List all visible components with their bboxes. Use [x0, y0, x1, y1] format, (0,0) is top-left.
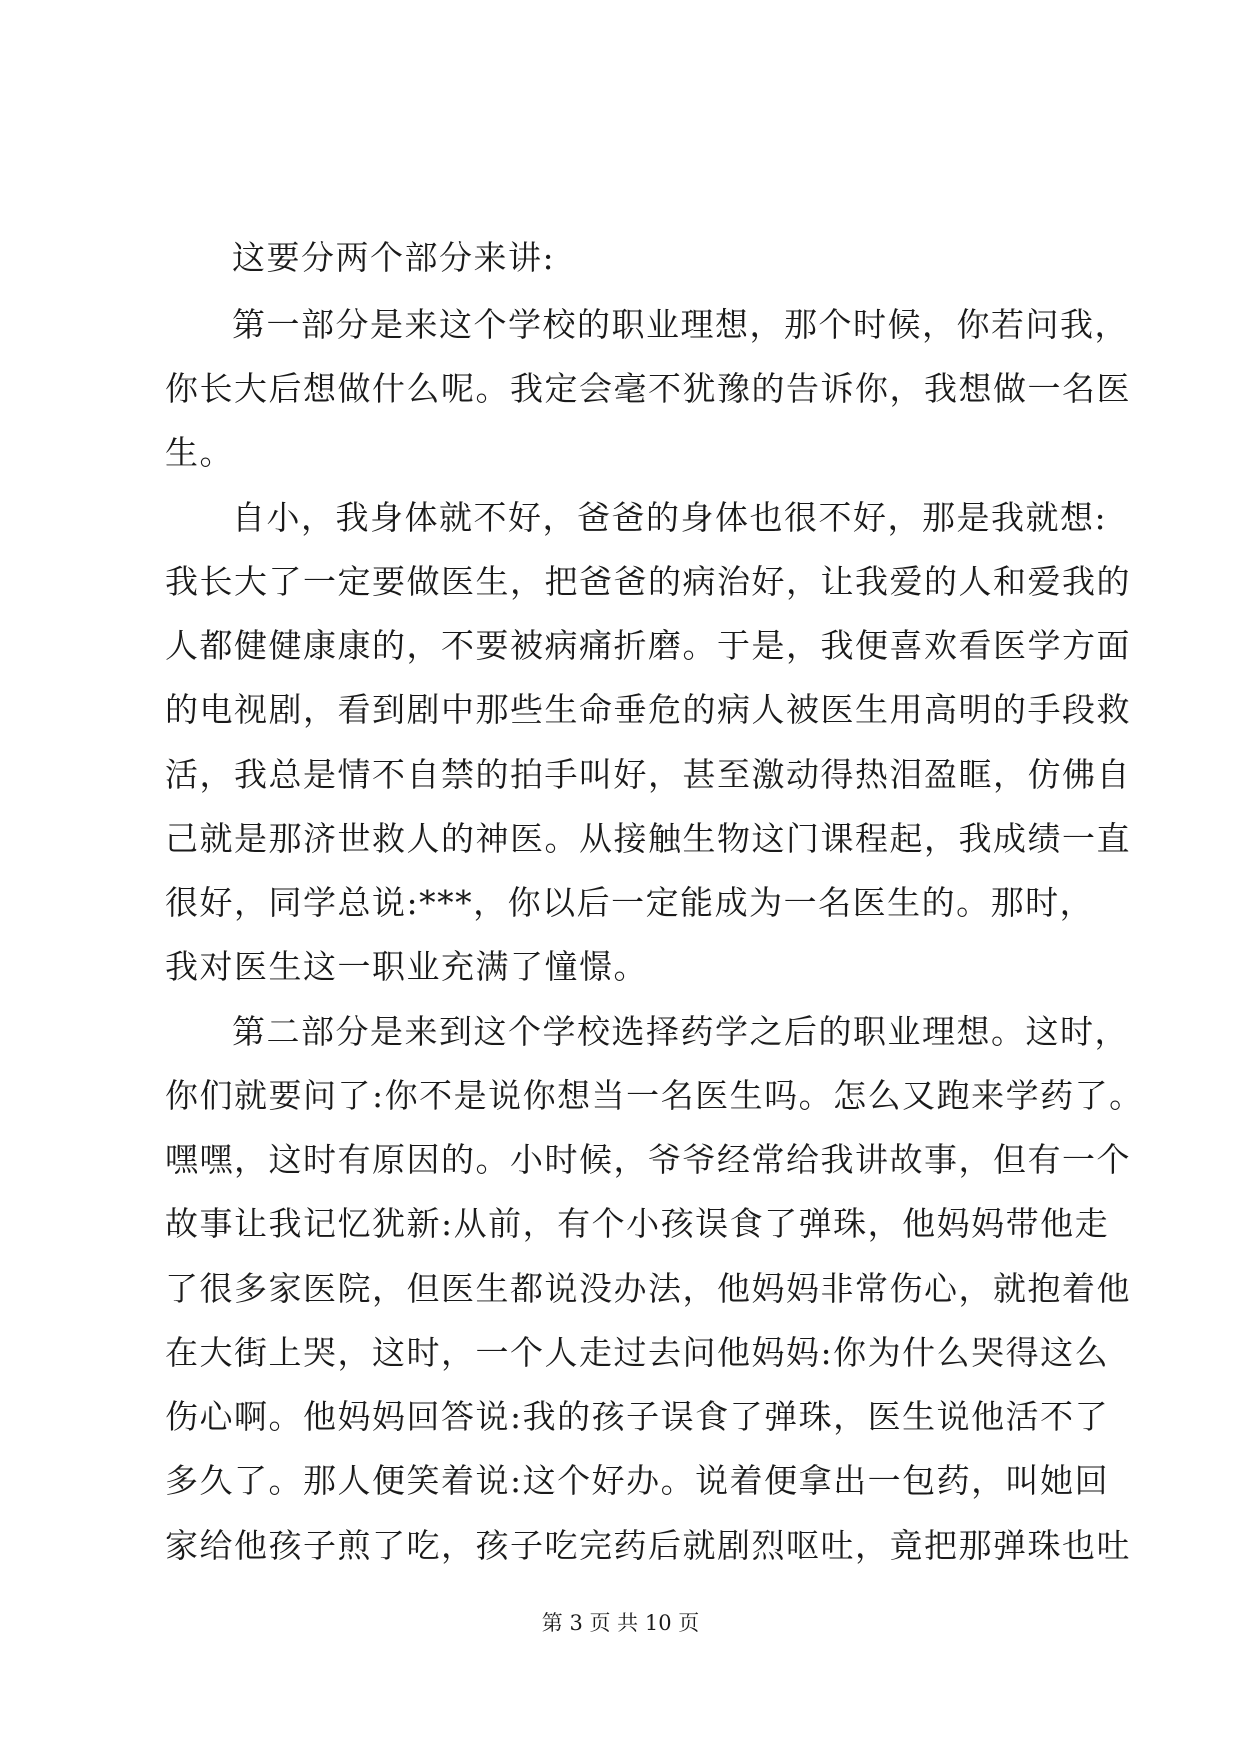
paragraph-line: 己就是那济世救人的神医。从接触生物这门课程起，我成绩一直 [165, 819, 1131, 858]
paragraph-line: 第二部分是来到这个学校选择药学之后的职业理想。这时， [232, 1012, 1129, 1051]
paragraph-line: 了很多家医院，但医生都说没办法，他妈妈非常伤心，就抱着他 [165, 1269, 1131, 1308]
paragraph-line: 这要分两个部分来讲: [232, 238, 556, 277]
paragraph-line: 我对医生这一职业充满了憧憬。 [165, 947, 648, 986]
paragraph-line: 伤心啊。他妈妈回答说:我的孩子误食了弹珠，医生说他活不了 [165, 1397, 1110, 1436]
paragraph-line: 第一部分是来这个学校的职业理想，那个时候，你若问我， [232, 305, 1129, 344]
paragraph-line: 活，我总是情不自禁的拍手叫好，甚至激动得热泪盈眶，仿佛自 [165, 755, 1131, 794]
paragraph-line: 生。 [165, 433, 234, 472]
paragraph-line: 很好，同学总说:***，你以后一定能成为一名医生的。那时， [165, 883, 1095, 922]
paragraph-line: 在大街上哭，这时，一个人走过去问他妈妈:你为什么哭得这么 [165, 1333, 1110, 1372]
paragraph-line: 你长大后想做什么呢。我定会毫不犹豫的告诉你，我想做一名医 [165, 369, 1131, 408]
paragraph-line: 多久了。那人便笑着说:这个好办。说着便拿出一包药，叫她回 [165, 1461, 1110, 1500]
paragraph-line: 的电视剧，看到剧中那些生命垂危的病人被医生用高明的手段救 [165, 690, 1131, 729]
paragraph-line: 你们就要问了:你不是说你想当一名医生吗。怎么又跑来学药了。 [165, 1076, 1144, 1115]
paragraph-line: 故事让我记忆犹新:从前，有个小孩误食了弹珠，他妈妈带他走 [165, 1204, 1110, 1243]
paragraph-line: 我长大了一定要做医生，把爸爸的病治好，让我爱的人和爱我的 [165, 562, 1131, 601]
page-number-footer: 第 3 页 共 10 页 [541, 1611, 700, 1635]
paragraph-line: 家给他孩子煎了吃，孩子吃完药后就剧烈呕吐，竟把那弹珠也吐 [165, 1526, 1131, 1565]
paragraph-line: 人都健健康康的，不要被病痛折磨。于是，我便喜欢看医学方面 [165, 626, 1131, 665]
paragraph-line: 自小，我身体就不好，爸爸的身体也很不好，那是我就想: [232, 498, 1108, 537]
paragraph-line: 嘿嘿，这时有原因的。小时候，爷爷经常给我讲故事，但有一个 [165, 1140, 1131, 1179]
